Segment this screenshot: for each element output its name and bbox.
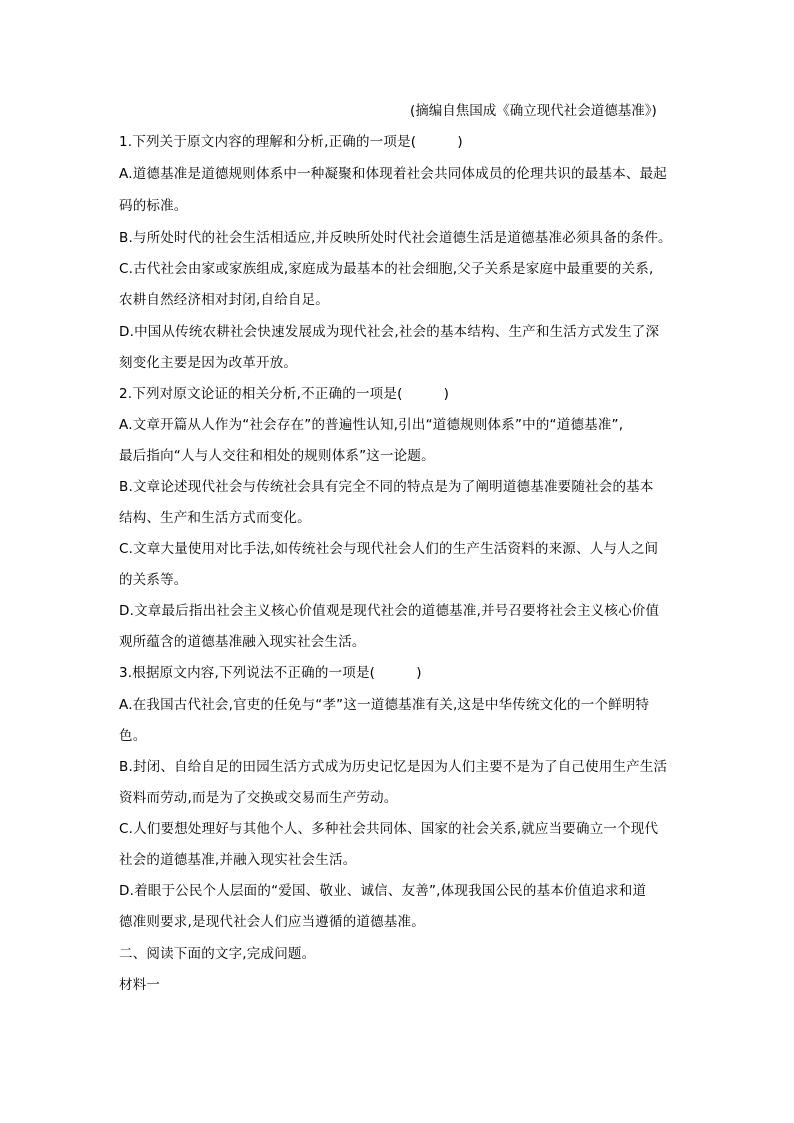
question-3-option-c-line-1: C.人们要想处理好与其他个人、多种社会共同体、国家的社会关系,就应当要确立一个现代 [119, 821, 659, 837]
question-2-option-a-line-1: A.文章开篇从人作为“社会存在”的普遍性认知,引出“道德规则体系”中的“道德基准”, [119, 417, 624, 433]
question-1-option-a-line-1: A.道德基准是道德规则体系中一种凝聚和体现着社会共同体成员的伦理共识的最基本、最起 [119, 166, 667, 182]
question-1-option-c-line-1: C.古代社会由家或家族组成,家庭成为最基本的社会细胞,父子关系是家庭中最重要的关系, [119, 261, 654, 277]
question-2-option-b-line-2: 结构、生产和生活方式而变化。 [119, 510, 311, 526]
question-3-stem: 3.根据原文内容,下列说法不正确的一项是( ) [119, 665, 422, 681]
question-3-option-d-line-1: D.着眼于公民个人层面的“爱国、敬业、诚信、友善”,体现我国公民的基本价值追求和道 [119, 883, 647, 899]
question-1-stem: 1.下列关于原文内容的理解和分析,正确的一项是( ) [119, 134, 463, 150]
question-1-option-c-line-2: 农耕自然经济相对封闭,自给自足。 [119, 292, 329, 308]
question-2-option-c-line-1: C.文章大量使用对比手法,如传统社会与现代社会人们的生产生活资料的来源、人与人之间 [119, 541, 659, 557]
question-1-option-d-line-1: D.中国从传统农耕社会快速发展成为现代社会,社会的基本结构、生产和生活方式发生了深 [119, 324, 660, 340]
question-2-stem: 2.下列对原文论证的相关分析,不正确的一项是( ) [119, 386, 450, 402]
question-1-option-b: B.与所处时代的社会生活相适应,并反映所处时代社会道德生活是道德基准必须具备的条件。 [119, 230, 672, 246]
source-citation: (摘编自焦国成《确立现代社会道德基准》) [410, 103, 657, 119]
question-2-option-d-line-1: D.文章最后指出社会主义核心价值观是现代社会的道德基准,并号召要将社会主义核心价值 [119, 603, 660, 619]
material-1-heading: 材料一 [119, 977, 161, 993]
question-2-option-a-line-2: 最后指向“人与人交往和相处的规则体系”这一论题。 [119, 448, 435, 464]
question-3-option-b-line-2: 资料而劳动,而是为了交换或交易而生产劳动。 [119, 790, 398, 806]
question-2-option-b-line-1: B.文章论述现代社会与传统社会具有完全不同的特点是为了阐明道德基准要随社会的基本 [119, 479, 654, 495]
question-3-option-a-line-1: A.在我国古代社会,官吏的任免与“孝”这一道德基准有关,这是中华传统文化的一个鲜明特 [119, 697, 650, 713]
question-2-option-d-line-2: 观所蕴含的道德基准融入现实社会生活。 [119, 634, 366, 650]
question-3-option-c-line-2: 社会的道德基准,并融入现实社会生活。 [119, 852, 357, 868]
question-3-option-a-line-2: 色。 [119, 728, 147, 744]
section-2-heading: 二、阅读下面的文字,完成问题。 [119, 946, 316, 962]
question-3-option-b-line-1: B.封闭、自给自足的田园生活方式成为历史记忆是因为人们主要不是为了自己使用生产生活 [119, 759, 668, 775]
question-1-option-d-line-2: 刻变化主要是因为改革开放。 [119, 355, 298, 371]
question-2-option-c-line-2: 的关系等。 [119, 572, 188, 588]
question-1-option-a-line-2: 码的标准。 [119, 198, 188, 214]
question-3-option-d-line-2: 德准则要求,是现代社会人们应当遵循的道德基准。 [119, 914, 425, 930]
